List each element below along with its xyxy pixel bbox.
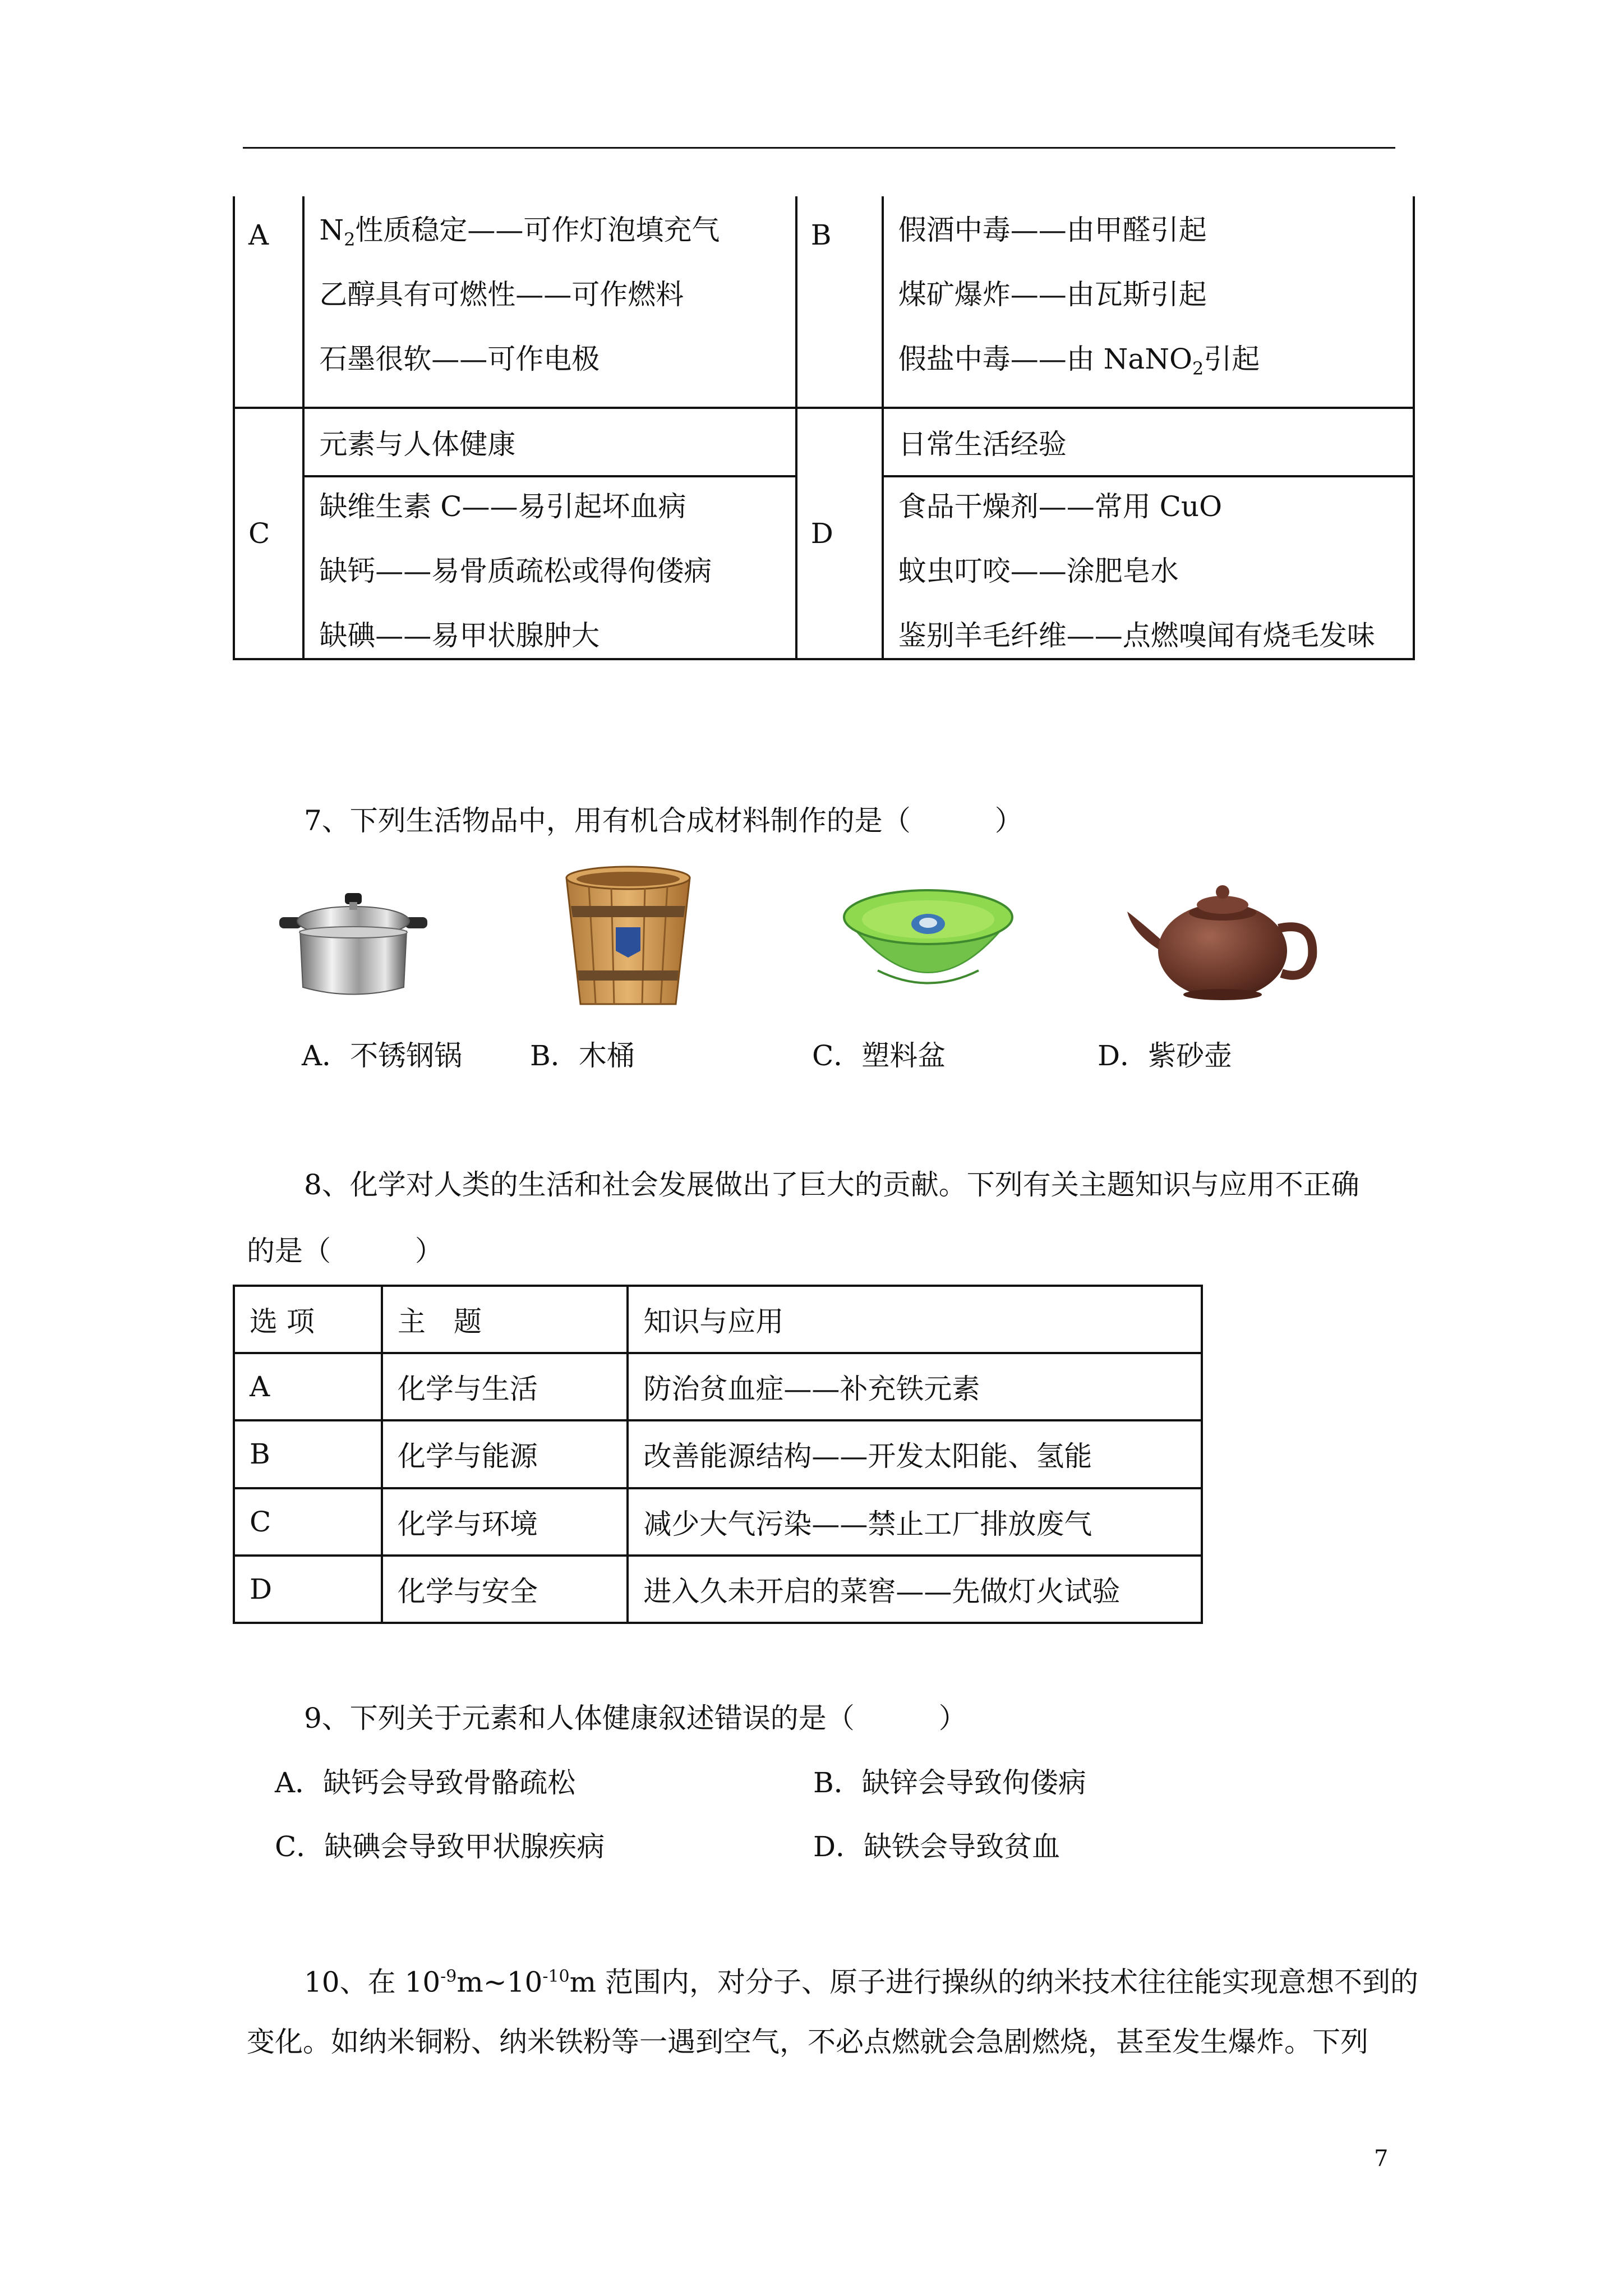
- q6-a-line1: $N_2$性质稳定——可作灯泡填充气: [319, 214, 720, 250]
- q8-cell: 改善能源结构——开发太阳能、氢能: [628, 1420, 1202, 1488]
- q6-c-line3: 缺碘——易甲状腺肿大: [319, 619, 600, 652]
- q6-d-line3: 鉴别羊毛纤维——点燃嗅闻有烧毛发味: [898, 619, 1375, 652]
- q8-cell: 减少大气污染——禁止工厂排放废气: [628, 1488, 1202, 1556]
- q7-option-b: B．木桶: [530, 1039, 635, 1072]
- q7-question: 7、下列生活物品中，用有机合成材料制作的是（ ）: [304, 804, 1023, 837]
- q6-d-line2: 蚊虫叮咬——涂肥皂水: [898, 555, 1179, 587]
- q8-cell: 化学与能源: [382, 1420, 628, 1488]
- q6-letter-a: A: [234, 196, 303, 408]
- q9-question: 9、下列关于元素和人体健康叙述错误的是（ ）: [304, 1702, 967, 1734]
- q6-cell-c: [303, 476, 796, 659]
- stainless-steel-pot-image: [269, 881, 437, 1010]
- q8-cell: 化学与生活: [382, 1353, 628, 1420]
- q6-a-line2: 乙醇具有可燃性——可作燃料: [319, 278, 684, 311]
- q6-d-line1: 食品干燥剂——常用 CuO: [898, 490, 1223, 523]
- q8-cell: A: [234, 1353, 382, 1420]
- q8-header-knowledge: 知识与应用: [628, 1286, 1202, 1353]
- q8-cell: 化学与安全: [382, 1556, 628, 1623]
- table-row: [234, 1556, 1202, 1623]
- q8-cell: 化学与环境: [382, 1488, 628, 1556]
- q6-cell-d: [883, 476, 1414, 659]
- header-rule: [243, 147, 1395, 149]
- q9-option-b: B．缺锌会导致佝偻病: [813, 1766, 1086, 1799]
- purple-clay-teapot-image: [1122, 867, 1324, 1010]
- q9-option-d: D．缺铁会导致贫血: [813, 1830, 1061, 1863]
- q6-b-line1: 假酒中毒——由甲醛引起: [898, 214, 1207, 246]
- q8-cell: 进入久未开启的菜窖——先做灯火试验: [628, 1556, 1202, 1623]
- q6-a-line3: 石墨很软——可作电极: [319, 343, 600, 375]
- q10-line1: 10、在 $10^{-9}m\sim 10^{-10}m$ 范围内，对分子、原子进行操纵的纳米技术往往能实现意想不到的: [304, 1966, 1418, 1999]
- q7-option-d: D．紫砂壶: [1098, 1039, 1233, 1072]
- q8-table: [233, 1285, 1203, 1624]
- q6-b-line2: 煤矿爆炸——由瓦斯引起: [898, 278, 1207, 311]
- q6-table: [233, 196, 1415, 660]
- plastic-basin-image: [838, 878, 1018, 1013]
- q8-cell: C: [234, 1488, 382, 1556]
- q8-question-line1: 8、化学对人类的生活和社会发展做出了巨大的贡献。下列有关主题知识与应用不正确: [304, 1168, 1359, 1201]
- q6-cell-b: [883, 196, 1414, 408]
- table-row: [234, 1420, 1202, 1488]
- q6-c-line1: 缺维生素 C——易引起坏血病: [319, 490, 686, 523]
- q9-option-a: A．缺钙会导致骨骼疏松: [275, 1766, 576, 1799]
- q6-c-line2: 缺钙——易骨质疏松或得佝偻病: [319, 555, 712, 587]
- q8-cell: D: [234, 1556, 382, 1623]
- q6-d-header: 日常生活经验: [883, 408, 1414, 476]
- q6-letter-b: B: [796, 196, 883, 408]
- q7-option-a: A．不锈钢锅: [302, 1039, 463, 1072]
- q10-line2: 变化。如纳米铜粉、纳米铁粉等一遇到空气，不必点燃就会急剧燃烧，甚至发生爆炸。下列: [247, 2026, 1368, 2058]
- table-row: [234, 1353, 1202, 1420]
- q8-cell: 防治贫血症——补充铁元素: [628, 1353, 1202, 1420]
- q8-question-line2: 的是（ ）: [247, 1235, 443, 1267]
- q6-letter-d: D: [796, 408, 883, 659]
- q6-cell-a: [303, 196, 796, 408]
- q6-c-header: 元素与人体健康: [303, 408, 796, 476]
- q8-header-option: 选 项: [234, 1286, 382, 1353]
- wooden-bucket-image: [555, 861, 701, 1013]
- q6-letter-c: C: [234, 408, 303, 659]
- table-row: [234, 1488, 1202, 1556]
- q9-option-c: C．缺碘会导致甲状腺疾病: [275, 1830, 605, 1863]
- q6-b-line3: 假盐中毒——由 NaNO$_2$引起: [898, 343, 1260, 379]
- q7-option-c: C．塑料盆: [812, 1039, 946, 1072]
- page-number: 7: [1374, 2146, 1389, 2171]
- q8-header-topic: 主 题: [382, 1286, 628, 1353]
- q8-cell: B: [234, 1420, 382, 1488]
